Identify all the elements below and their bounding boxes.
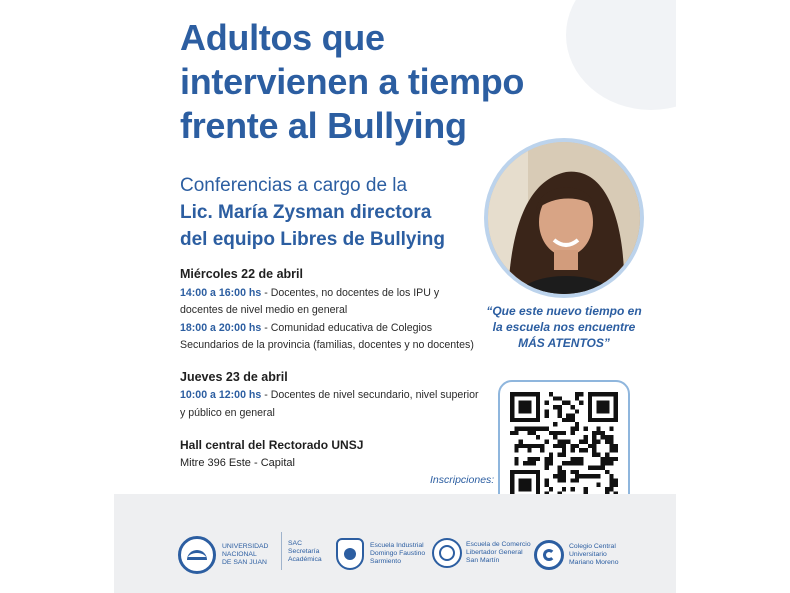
school-shield-logo bbox=[336, 538, 364, 570]
entry-text: - Comunidad educativa de Colegios bbox=[261, 321, 433, 334]
venue-address: Mitre 396 Este - Capital bbox=[180, 457, 295, 469]
title-line-2: intervienen a tiempo bbox=[180, 61, 525, 102]
school1-text-2: Domingo Faustino bbox=[370, 550, 426, 557]
entry-text: - Docentes, no docentes de los IPU y bbox=[261, 286, 440, 299]
entry-time: 18:00 a 20:00 hs bbox=[180, 321, 262, 334]
event-venue bbox=[180, 436, 363, 472]
school2-text-2: Libertador General bbox=[466, 549, 523, 556]
subtitle-line-3: del equipo Libres de Bullying bbox=[180, 229, 445, 250]
school3-text-1: Colegio Central bbox=[569, 543, 616, 550]
schedule-entry bbox=[180, 285, 490, 303]
event-schedule bbox=[180, 266, 490, 422]
entry-time: 14:00 a 16:00 hs bbox=[180, 286, 262, 299]
qr-code[interactable] bbox=[510, 392, 618, 500]
entry-time: 10:00 a 12:00 hs bbox=[180, 389, 262, 401]
colegio-central-logo bbox=[534, 540, 619, 570]
sac-text-2: Secretaría bbox=[288, 548, 320, 555]
unsj-text-2: NACIONAL bbox=[222, 551, 257, 558]
unsj-text-1: UNIVERSIDAD bbox=[222, 543, 269, 550]
registration-label: Inscripciones: bbox=[430, 474, 495, 486]
entry-text: - Docentes de nivel secundario, nivel superior bbox=[261, 389, 479, 401]
title-line-3-bold: Bullying bbox=[327, 105, 467, 146]
school2-text-1: Escuela de Comercio bbox=[466, 541, 531, 548]
venue-title: Hall central del Rectorado UNSJ bbox=[180, 438, 364, 452]
footer-logos bbox=[114, 494, 676, 593]
school1-text-1: Escuela Industrial bbox=[370, 542, 424, 549]
decorative-corner-shape bbox=[566, 0, 676, 110]
entry-text-continued: y público en general bbox=[180, 406, 275, 419]
entry-text-continued: Secundarios de la provincia (familias, docentes y no docentes) bbox=[180, 339, 474, 351]
school1-text-3: Sarmiento bbox=[370, 558, 401, 565]
schedule-entry bbox=[180, 387, 490, 405]
speaker-subtitle bbox=[180, 172, 445, 253]
registration-qr-code[interactable] bbox=[498, 380, 630, 512]
school-comercio-logo bbox=[432, 538, 531, 568]
title-line-1: Adultos que bbox=[180, 17, 385, 58]
quote-line-3: MÁS ATENTOS” bbox=[518, 336, 610, 350]
school2-text-3: San Martín bbox=[466, 557, 500, 564]
title-line-3-regular: frente al bbox=[180, 105, 328, 146]
sac-text-3: Académica bbox=[288, 556, 322, 563]
school3-text-3: Mariano Moreno bbox=[569, 559, 619, 566]
portrait-photo bbox=[488, 142, 640, 294]
entry-text-continued: docentes de nivel medio en general bbox=[180, 304, 348, 316]
day-1-heading: Miércoles 22 de abril bbox=[180, 267, 303, 281]
schedule-entry bbox=[180, 320, 490, 338]
flyer-title bbox=[180, 16, 524, 148]
colegio-central-logo-icon bbox=[534, 540, 564, 570]
footer-divider bbox=[281, 532, 282, 570]
portrait-illustration bbox=[488, 142, 640, 294]
subtitle-line-1: Conferencias a cargo de la bbox=[180, 175, 408, 196]
sac-logo bbox=[288, 540, 322, 564]
school-industrial-logo bbox=[336, 538, 425, 570]
speaker-photo-frame bbox=[484, 138, 644, 298]
quote-line-2: la escuela nos encuentre bbox=[492, 320, 636, 334]
subtitle-line-2: Lic. María Zysman directora bbox=[180, 202, 432, 223]
flyer bbox=[114, 0, 676, 593]
school3-text-2: Universitario bbox=[569, 551, 607, 558]
sac-text-1: SAC bbox=[288, 540, 302, 547]
day-2-heading: Jueves 23 de abril bbox=[180, 369, 288, 384]
school-emblem-logo bbox=[432, 538, 462, 568]
speaker-quote bbox=[484, 303, 644, 351]
unsj-logo bbox=[178, 536, 268, 574]
quote-line-1: “Que este nuevo tiempo en bbox=[486, 304, 642, 318]
unsj-logo-icon bbox=[178, 536, 216, 574]
unsj-text-3: DE SAN JUAN bbox=[222, 559, 267, 566]
